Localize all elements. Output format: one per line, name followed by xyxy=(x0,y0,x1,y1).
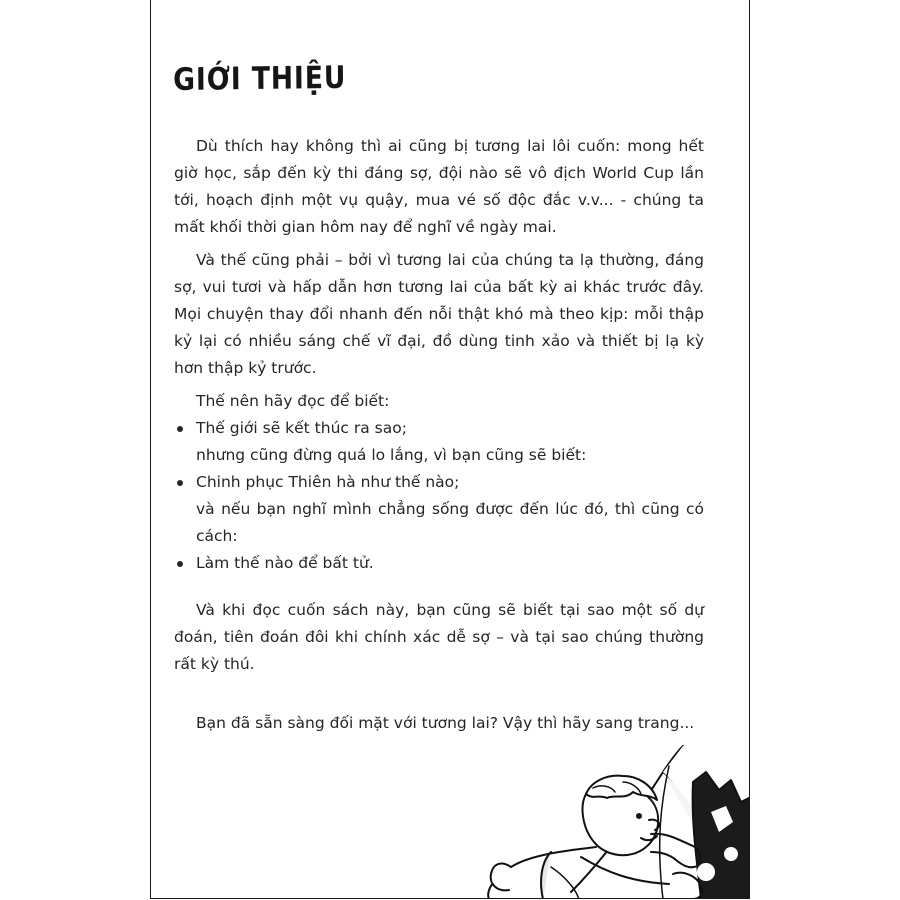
bullet-sub: và nếu bạn nghĩ mình chẳng sống được đến lúc đó, thì cũng có cách: xyxy=(196,500,704,545)
list-item xyxy=(174,550,704,577)
bullet-list xyxy=(174,415,704,577)
lead-in: Thế nên hãy đọc để biết: xyxy=(196,392,390,410)
closing-paragraph: Và khi đọc cuốn sách này, bạn cũng sẽ biết tại sao một số dự đoán, tiên đoán đôi khi chính xác dễ sợ – và tại sao chúng thường rất kỳ thú. xyxy=(174,601,704,673)
bullet-icon xyxy=(177,561,183,567)
bullet-main: Làm thế nào để bất tử. xyxy=(196,554,374,572)
paragraph-1: Dù thích hay không thì ai cũng bị tương lai lôi cuốn: mong hết giờ học, sắp đến kỳ thi đáng sợ, đội nào sẽ vô địch World Cup lần tới, hoạch định một vụ quậy, mua vé số độc đắc v.v... - chúng ta mất khối thời gian hôm nay để nghĩ về ngày mai. xyxy=(174,137,704,236)
bullet-icon xyxy=(177,480,183,486)
book-page xyxy=(150,0,750,899)
list-item xyxy=(174,469,704,550)
bullet-icon xyxy=(177,426,183,432)
page-title: GIỚI THIỆU xyxy=(173,59,347,98)
list-item xyxy=(174,415,704,469)
bullet-sub: nhưng cũng đừng quá lo lắng, vì bạn cũng sẽ biết: xyxy=(196,446,587,464)
final-line: Bạn đã sẵn sàng đối mặt với tương lai? Vậy thì hãy sang trang... xyxy=(196,714,695,732)
cartoon-boy-peeling-page-icon xyxy=(401,742,750,899)
bullet-main: Thế giới sẽ kết thúc ra sao; xyxy=(196,419,407,437)
paragraph-2: Và thế cũng phải – bởi vì tương lai của chúng ta lạ thường, đáng sợ, vui tươi và hấp dẫn hơn tương lai của bất kỳ ai khác trước đây. Mọi chuyện thay đổi nhanh đến nỗi thật khó mà theo kịp: mỗi thập kỷ lại có nhiều sáng chế vĩ đại, đồ dùng tinh xảo và thiết bị lạ kỳ hơn thập kỷ trước. xyxy=(174,251,704,377)
bullet-main: Chinh phục Thiên hà như thế nào; xyxy=(196,473,460,491)
page-body xyxy=(174,133,704,743)
